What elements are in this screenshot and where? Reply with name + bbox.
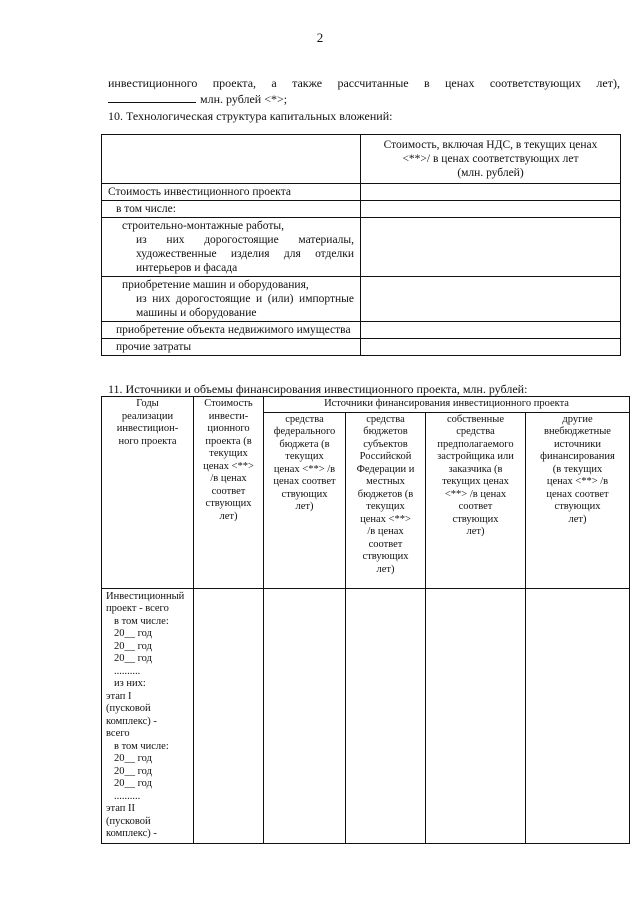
intro-line-2 — [108, 92, 287, 107]
t10-value-cell — [361, 201, 621, 218]
header-line: Стоимость — [204, 398, 253, 409]
header-line: /в ценах — [210, 473, 247, 484]
section-10-heading: 10. Технологическая структура капитальных вложений: — [108, 109, 393, 123]
t10-value-cell — [361, 339, 621, 356]
row-label: в том числе: — [114, 615, 169, 627]
intro-word: соответствующих — [489, 76, 582, 90]
row-label: .......... — [114, 790, 141, 802]
t11-value-cell — [264, 588, 346, 843]
page-number: 2 — [316, 30, 324, 45]
sources-header: Источники финансирования инвестиционного проекта — [264, 397, 630, 413]
intro-word: рассчитанные — [337, 76, 409, 90]
t10-row-machinery — [102, 277, 361, 322]
header-line: лет) — [376, 563, 395, 575]
header-line: ценах <**> /в — [546, 476, 609, 487]
row-label: этап II — [106, 803, 135, 814]
t11-value-cell — [194, 588, 264, 843]
header-line: лет) — [295, 501, 314, 512]
row-label: Инвестиционный — [106, 590, 185, 602]
header-line: соответ — [458, 501, 493, 512]
intro-word: проекта, — [212, 76, 257, 90]
capital-structure-table — [101, 134, 621, 356]
row-label: 20__ год — [114, 765, 152, 777]
t10-header-line: Стоимость, включая НДС, в текущих ценах — [383, 139, 598, 151]
header-line: ствующих — [554, 501, 601, 512]
header-line: /в ценах — [367, 526, 404, 537]
intro-line-1 — [108, 76, 620, 91]
header-line: текущих — [366, 501, 405, 512]
col-other-sources-header — [526, 412, 630, 588]
header-line: заказчика (в — [448, 463, 503, 475]
header-line: (в текущих — [552, 463, 603, 475]
header-line: реализации — [121, 410, 174, 422]
row-labels-cell — [102, 588, 194, 843]
header-line: местных — [366, 476, 405, 487]
header-line: ценах <**> — [203, 460, 254, 472]
intro-word: также — [292, 76, 323, 90]
t10-header-line: <**>/ в ценах соответствующих лет — [402, 153, 579, 165]
t10-value-cell — [361, 218, 621, 277]
row-label: 20__ год — [114, 653, 152, 664]
header-line: финансирования — [540, 451, 615, 462]
t10-row-sublabel: из них дорогостоящие и (или) импортные машины и оборудование — [136, 293, 354, 319]
header-line: текущих — [209, 448, 248, 459]
row-label: 20__ год — [114, 628, 152, 639]
header-line: Федерации и — [356, 463, 415, 475]
row-label: 20__ год — [114, 640, 152, 652]
t10-value-cell — [361, 277, 621, 322]
row-label: проект - всего — [106, 603, 169, 614]
row-label: 20__ год — [114, 753, 152, 764]
header-line: текущих — [285, 451, 324, 462]
header-line: Российской — [359, 451, 412, 462]
intro-line-2-text: млн. рублей <*>; — [200, 92, 288, 106]
header-line: лет) — [219, 510, 238, 522]
row-label: 20__ год — [114, 778, 152, 789]
header-line: субъектов — [363, 438, 408, 450]
t10-empty-header — [102, 135, 361, 184]
col-federal-budget-header — [264, 412, 346, 588]
header-line: ствующих — [452, 513, 499, 525]
header-line: ствующих — [205, 498, 252, 509]
header-line: текущих ценах — [442, 476, 509, 487]
header-line: федерального — [273, 426, 336, 437]
header-line: другие — [562, 413, 593, 425]
header-line: средства — [285, 413, 324, 425]
t10-value-cell — [361, 322, 621, 339]
header-line: ценах <**> — [360, 513, 411, 525]
t10-header-line: (млн. рублей) — [457, 167, 524, 179]
header-line: бюджета (в — [279, 438, 330, 450]
header-line: средства — [456, 426, 495, 437]
header-line: инвести- — [208, 410, 249, 422]
row-label: из них: — [114, 678, 146, 689]
intro-word: инвестиционного — [108, 76, 198, 90]
header-line: застройщика или — [437, 451, 514, 462]
header-line: собственные — [446, 413, 504, 425]
row-label: комплекс) - — [106, 828, 157, 839]
col-own-funds-header — [426, 412, 526, 588]
header-line: ценах <**> /в — [273, 463, 336, 475]
header-line: <**> /в ценах — [444, 488, 507, 500]
header-line: соответ — [211, 485, 246, 497]
t10-row-including: в том числе: — [102, 201, 361, 218]
t10-column-header — [361, 135, 621, 184]
fill-in-blank — [108, 92, 196, 103]
t10-row-construction — [102, 218, 361, 277]
row-label: комплекс) - — [106, 715, 157, 727]
header-line: ценах соответ — [273, 476, 336, 487]
header-line: бюджетов (в — [357, 488, 414, 500]
t10-row-real-estate: приобретение объекта недвижимого имущества — [102, 322, 361, 339]
t10-row-other-costs: прочие затраты — [102, 339, 361, 356]
header-line: средства — [366, 413, 405, 425]
header-line: внебюджетные — [544, 426, 611, 437]
t10-row-label: приобретение машин и оборудования, — [122, 279, 309, 291]
header-line: источники — [554, 438, 601, 450]
header-line: лет) — [568, 513, 587, 525]
t10-value-cell — [361, 184, 621, 201]
row-label: этап I — [106, 690, 132, 702]
header-line: ствующих — [362, 551, 409, 562]
t11-value-cell — [346, 588, 426, 843]
header-line: Годы — [136, 398, 159, 409]
t10-row-sublabel: из них дорогостоящие материалы, художественные изделия для отделки интерьеров и фасада — [136, 234, 354, 274]
row-label: (пусковой — [106, 703, 151, 714]
row-label: в том числе: — [114, 740, 169, 752]
t11-value-cell — [526, 588, 630, 843]
col-regional-budget-header — [346, 412, 426, 588]
section-11-heading: 11. Источники и объемы финансирования инвестиционного проекта, млн. рублей: — [108, 382, 528, 396]
intro-word: в — [423, 76, 430, 90]
intro-word: лет), — [596, 76, 620, 90]
row-label: .......... — [114, 665, 141, 677]
t10-row-label: строительно-монтажные работы, — [122, 220, 284, 232]
header-line: инвестицион- — [116, 423, 179, 434]
header-line: ценах соответ — [546, 488, 609, 500]
col-years-header — [102, 397, 194, 589]
intro-word: ценах — [445, 76, 475, 90]
header-line: соответ — [368, 538, 403, 550]
row-label: всего — [106, 728, 130, 739]
header-line: предполагаемого — [437, 438, 514, 450]
t10-row-total: Стоимость инвестиционного проекта — [102, 184, 361, 201]
header-line: лет) — [466, 526, 485, 537]
col-cost-header — [194, 397, 264, 589]
t11-value-cell — [426, 588, 526, 843]
header-line: ного проекта — [118, 435, 177, 447]
header-line: ствующих — [281, 488, 328, 500]
header-line: бюджетов — [363, 426, 408, 437]
row-label: (пусковой — [106, 815, 151, 827]
financing-table — [101, 396, 630, 844]
intro-word: а — [271, 76, 277, 90]
header-line: проекта (в — [205, 435, 252, 447]
header-line: ционного — [207, 423, 250, 434]
